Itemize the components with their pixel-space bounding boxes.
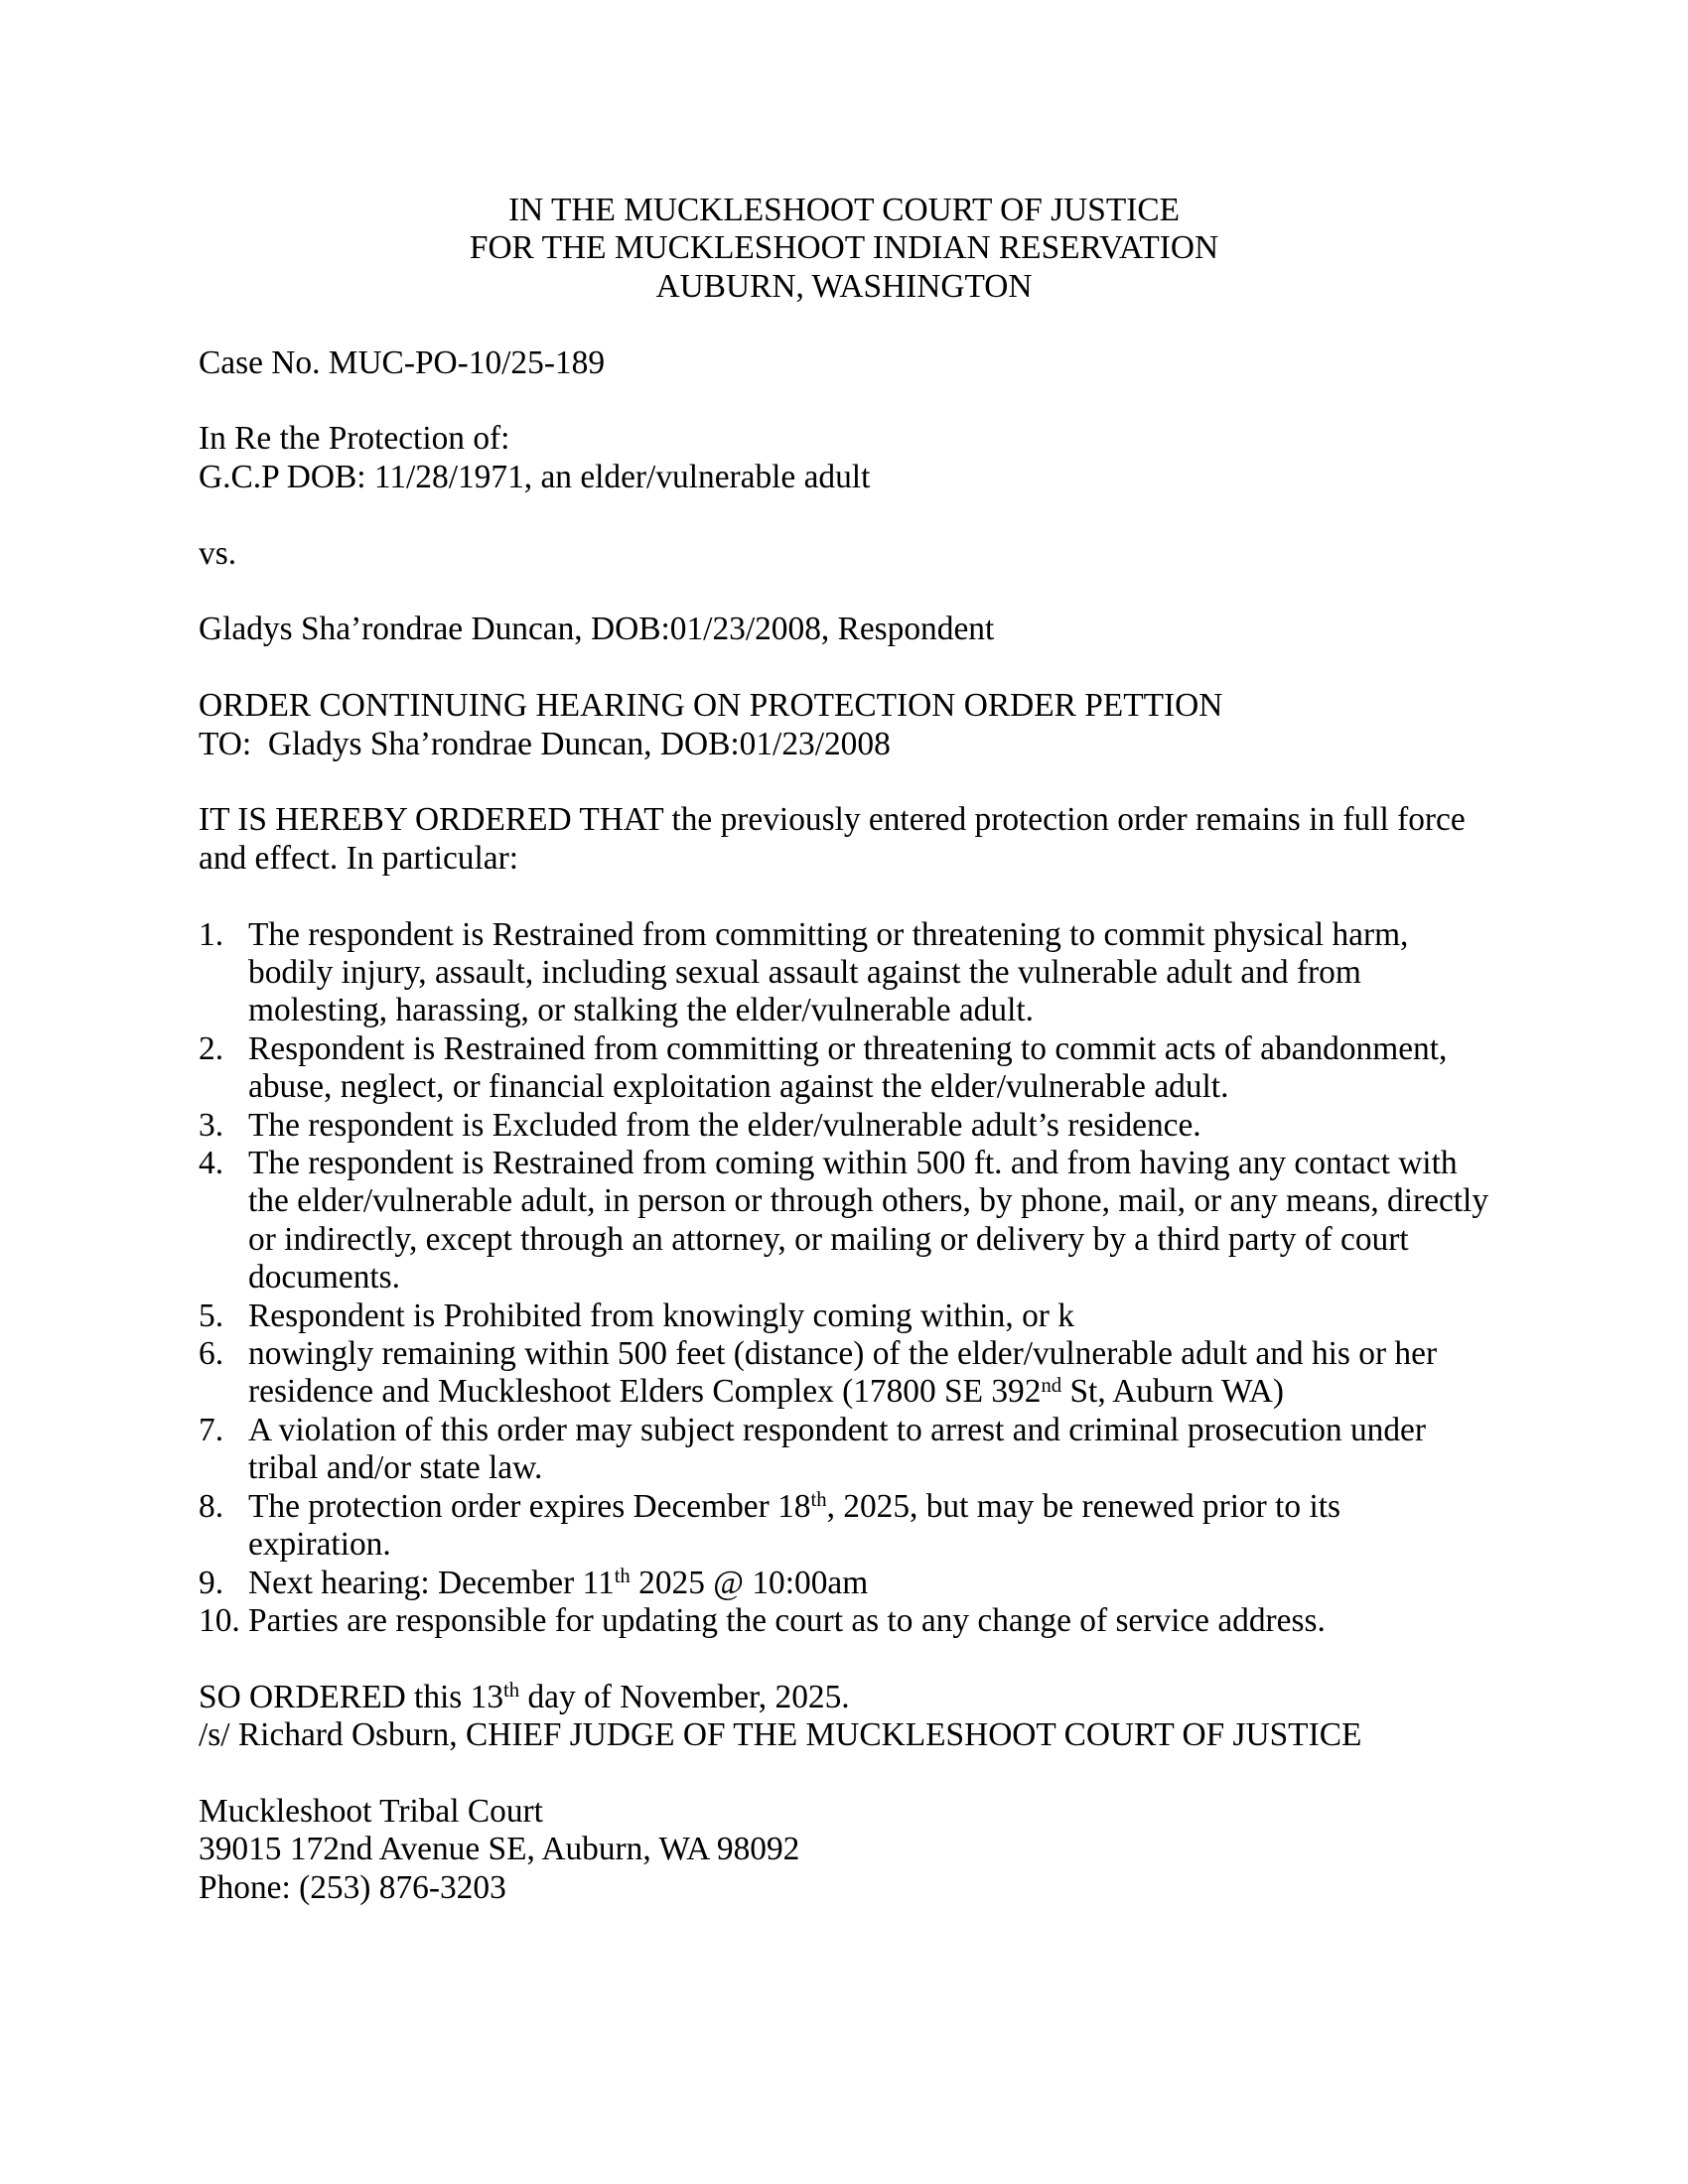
item-number: 5.	[199, 1297, 224, 1334]
item-text-line: abuse, neglect, or financial exploitation against the elder/vulnerable adult.	[248, 1068, 1229, 1106]
item-number: 2.	[199, 1029, 224, 1067]
item-text-line: molesting, harassing, or stalking the elder/vulnerable adult.	[248, 992, 1034, 1029]
item-text	[248, 1145, 1489, 1297]
order-item	[199, 1297, 1489, 1335]
item-text-line: or indirectly, except through an attorney, or mailing or delivery by a third party of court	[248, 1220, 1409, 1258]
respondent-block	[199, 611, 1489, 648]
document-body	[199, 192, 1489, 1907]
signature-line: /s/ Richard Osburn, CHIEF JUDGE OF THE MUCKLESHOOT COURT OF JUSTICE	[199, 1716, 1362, 1754]
court-contact-block	[199, 1793, 1489, 1907]
item-number: 6.	[199, 1335, 224, 1373]
court-name-line: Muckleshoot Tribal Court	[199, 1792, 543, 1830]
item-text-line: tribal and/or state law.	[248, 1449, 543, 1487]
order-item	[199, 916, 1489, 1030]
in-re-block	[199, 420, 1489, 496]
item-text	[248, 1602, 1489, 1640]
item-text	[248, 1107, 1489, 1145]
so-ordered-block	[199, 1679, 1489, 1755]
order-item	[199, 1488, 1489, 1565]
item-number: 1.	[199, 915, 224, 953]
case-number-block	[199, 344, 1489, 382]
item-text	[248, 1488, 1489, 1565]
item-text	[248, 1565, 1489, 1602]
item-text-line: expiration.	[248, 1526, 391, 1564]
preamble-line-1: IT IS HEREBY ORDERED THAT the previously entered protection order remains in full force	[199, 801, 1466, 839]
preamble-line-2: and effect. In particular:	[199, 839, 518, 877]
order-to-line: TO: Gladys Sha’rondrae Duncan, DOB:01/23/2008	[199, 725, 891, 762]
item-text	[248, 1030, 1489, 1107]
item-text-line: The protection order expires December 18th, 2025, but may be renewed prior to its	[248, 1487, 1341, 1525]
order-preamble	[199, 801, 1489, 878]
item-number: 3.	[199, 1106, 224, 1144]
order-item	[199, 1107, 1489, 1145]
court-header-line-3: AUBURN, WASHINGTON	[655, 267, 1033, 305]
item-text-line: Respondent is Restrained from committing or threatening to commit acts of abandonment,	[248, 1029, 1448, 1067]
item-text-line: The respondent is Excluded from the elder/vulnerable adult’s residence.	[248, 1106, 1201, 1144]
order-item	[199, 1145, 1489, 1297]
order-title: ORDER CONTINUING HEARING ON PROTECTION ORDER PETTION	[199, 687, 1223, 725]
order-items	[199, 916, 1489, 1641]
item-text-line: Next hearing: December 11th 2025 @ 10:00am	[248, 1564, 869, 1601]
order-item	[199, 1030, 1489, 1107]
item-text-line: Respondent is Prohibited from knowingly coming within, or k	[248, 1297, 1074, 1334]
item-text-line: The respondent is Restrained from coming within 500 ft. and from having any contact with	[248, 1145, 1458, 1182]
item-text-line: Parties are responsible for updating the court as to any change of service address.	[248, 1601, 1326, 1639]
item-text	[248, 1412, 1489, 1488]
item-number: 4.	[199, 1145, 224, 1182]
order-item	[199, 1602, 1489, 1640]
order-item	[199, 1565, 1489, 1602]
item-text-line: nowingly remaining within 500 feet (distance) of the elder/vulnerable adult and his or her	[248, 1335, 1438, 1373]
item-text-line: bodily injury, assault, including sexual assault against the vulnerable adult and from	[248, 954, 1361, 992]
court-header	[199, 192, 1489, 306]
item-text-line: the elder/vulnerable adult, in person or through others, by phone, mail, or any means, directly	[248, 1182, 1489, 1220]
item-text	[248, 1297, 1489, 1335]
item-text	[248, 916, 1489, 1030]
item-text-line: The respondent is Restrained from committing or threatening to commit physical harm,	[248, 915, 1409, 953]
item-number: 9.	[199, 1564, 224, 1601]
item-text-line: documents.	[248, 1259, 401, 1297]
item-number: 8.	[199, 1487, 224, 1525]
item-text	[248, 1335, 1489, 1412]
protected-person-line: G.C.P DOB: 11/28/1971, an elder/vulnerable adult	[199, 458, 871, 495]
court-header-line-1: IN THE MUCKLESHOOT COURT OF JUSTICE	[507, 192, 1181, 228]
item-text-line: A violation of this order may subject respondent to arrest and criminal prosecution under	[248, 1411, 1426, 1448]
court-phone-line: Phone: (253) 876-3203	[199, 1868, 506, 1906]
so-ordered-line: SO ORDERED this 13th day of November, 2025.	[199, 1678, 850, 1715]
respondent-line: Gladys Sha’rondrae Duncan, DOB:01/23/2008, Respondent	[199, 611, 995, 648]
order-title-block	[199, 687, 1489, 763]
court-header-line-2: FOR THE MUCKLESHOOT INDIAN RESERVATION	[469, 229, 1219, 267]
vs-block	[199, 535, 1489, 573]
court-address-line: 39015 172nd Avenue SE, Auburn, WA 98092	[199, 1831, 800, 1868]
case-number: Case No. MUC-PO-10/25-189	[199, 343, 606, 381]
in-re-line: In Re the Protection of:	[199, 420, 510, 458]
order-item	[199, 1335, 1489, 1412]
order-item	[199, 1412, 1489, 1488]
vs-line: vs.	[199, 534, 237, 572]
item-text-line: residence and Muckleshoot Elders Complex (17800 SE 392nd St, Auburn WA)	[248, 1373, 1284, 1411]
item-number: 10.	[199, 1601, 240, 1639]
item-number: 7.	[199, 1411, 224, 1448]
